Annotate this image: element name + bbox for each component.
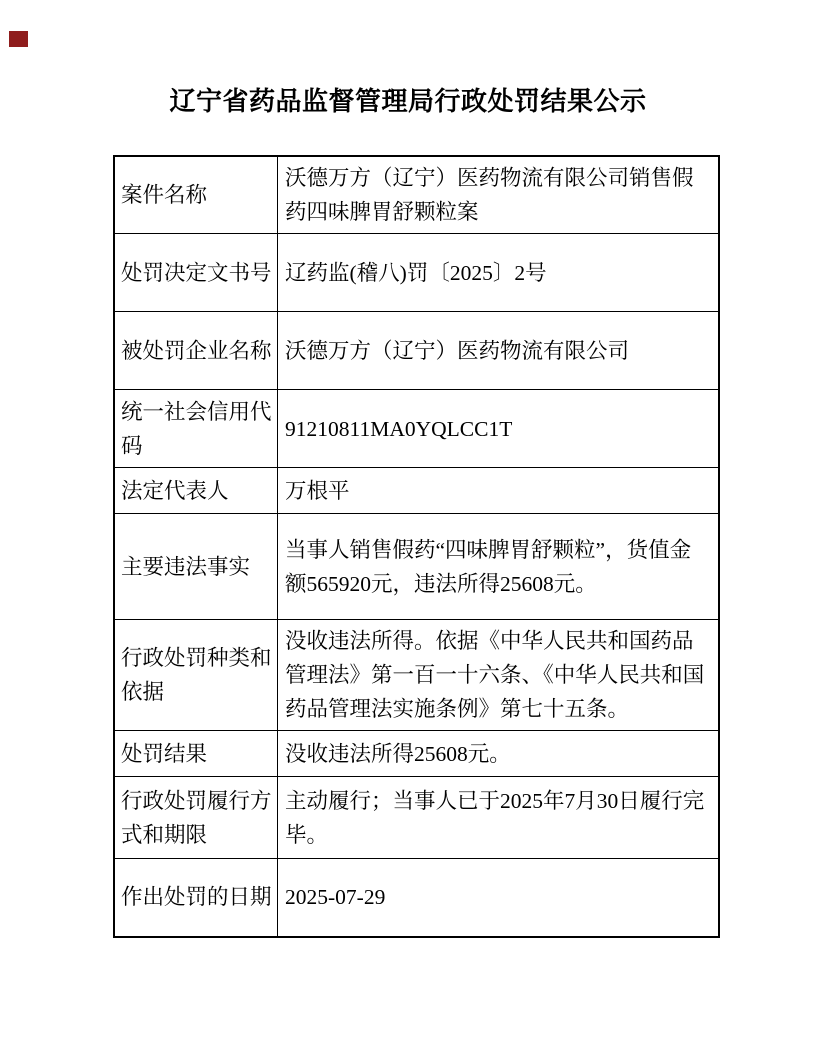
row-value: 沃德万方（辽宁）医药物流有限公司 — [278, 312, 720, 390]
table-row-case-name — [114, 156, 719, 234]
row-label: 法定代表人 — [114, 468, 278, 514]
row-label: 统一社会信用代码 — [114, 390, 278, 468]
red-annotation-marker — [9, 31, 28, 47]
row-value: 万根平 — [278, 468, 720, 514]
table-row-credit-code — [114, 390, 719, 468]
row-label: 行政处罚履行方式和期限 — [114, 777, 278, 859]
row-label: 处罚决定文书号 — [114, 234, 278, 312]
row-value: 沃德万方（辽宁）医药物流有限公司销售假药四味脾胃舒颗粒案 — [278, 156, 720, 234]
page-title: 辽宁省药品监督管理局行政处罚结果公示 — [169, 87, 647, 116]
penalty-table — [113, 155, 720, 938]
row-value: 没收违法所得。依据《中华人民共和国药品管理法》第一百一十六条、《中华人民共和国药品管理法实施条例》第七十五条。 — [278, 620, 720, 731]
row-value: 辽药监(稽八)罚〔2025〕2号 — [278, 234, 720, 312]
table-row-penalized-company — [114, 312, 719, 390]
table-row-decision-doc-number — [114, 234, 719, 312]
row-label: 案件名称 — [114, 156, 278, 234]
row-value: 没收违法所得25608元。 — [278, 731, 720, 777]
table-row-penalty-type-and-basis — [114, 620, 719, 731]
row-label: 作出处罚的日期 — [114, 859, 278, 937]
row-value: 当事人销售假药“四味脾胃舒颗粒”，货值金额565920元，违法所得25608元。 — [278, 514, 720, 620]
row-value: 主动履行；当事人已于2025年7月30日履行完毕。 — [278, 777, 720, 859]
row-label: 被处罚企业名称 — [114, 312, 278, 390]
table-row-main-violation-facts — [114, 514, 719, 620]
table-row-penalty-result — [114, 731, 719, 777]
table-row-fulfillment-method-deadline — [114, 777, 719, 859]
table-row-penalty-date — [114, 859, 719, 937]
row-value: 2025-07-29 — [278, 859, 720, 937]
row-label: 处罚结果 — [114, 731, 278, 777]
table-row-legal-representative — [114, 468, 719, 514]
row-value: 91210811MA0YQLCC1T — [278, 390, 720, 468]
row-label: 行政处罚种类和依据 — [114, 620, 278, 731]
row-label: 主要违法事实 — [114, 514, 278, 620]
